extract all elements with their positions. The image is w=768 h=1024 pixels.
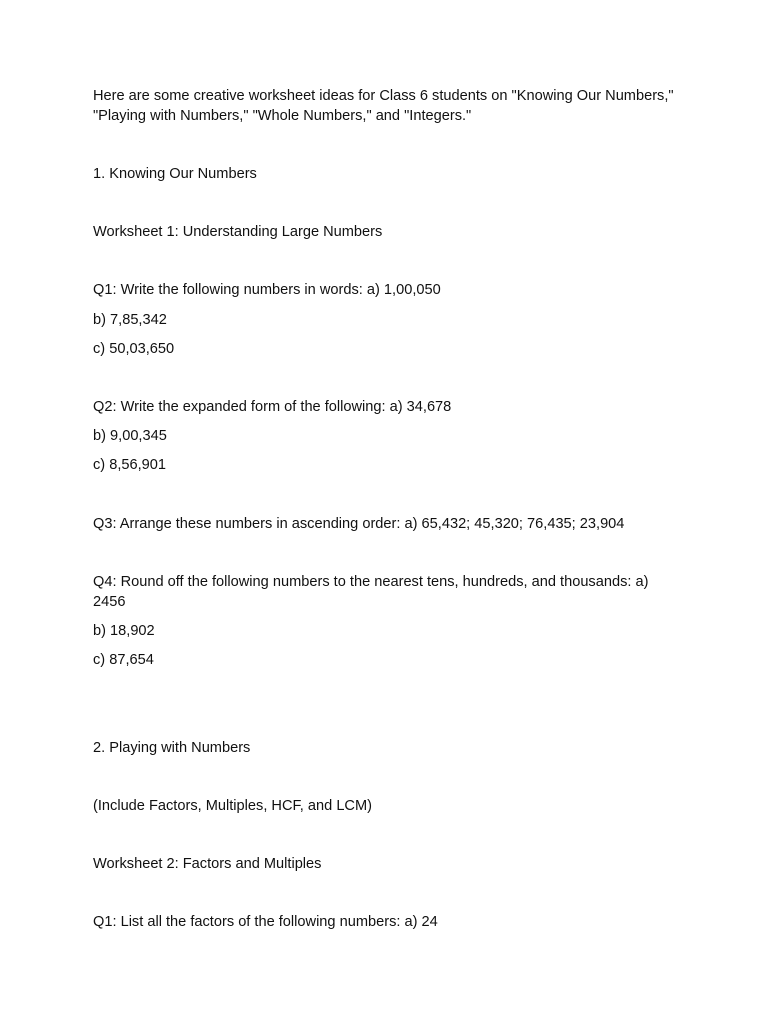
s2-q1-question: Q1: List all the factors of the following numbers: a) 24 [93, 914, 438, 930]
s1-q1-option-b: b) 7,85,342 [93, 312, 167, 328]
s1-q1-option-c: c) 50,03,650 [93, 341, 175, 357]
s1-q4-option-c: c) 87,654 [93, 652, 154, 668]
s1-q2-option-c: c) 8,56,901 [93, 457, 167, 473]
section-2-note: (Include Factors, Multiples, HCF, and LCM) [93, 798, 372, 814]
worksheet-2-title: Worksheet 2: Factors and Multiples [93, 856, 322, 872]
s1-q2-question: Q2: Write the expanded form of the following: a) 34,678 [93, 399, 452, 415]
s1-q2-option-b: b) 9,00,345 [93, 428, 167, 444]
s1-q3-question: Q3: Arrange these numbers in ascending order: a) 65,432; 45,320; 76,435; 23,904 [93, 516, 625, 532]
worksheet-1-title: Worksheet 1: Understanding Large Numbers [93, 224, 383, 240]
s1-q1-question: Q1: Write the following numbers in words: a) 1,00,050 [93, 282, 441, 298]
section-2-heading: 2. Playing with Numbers [93, 740, 251, 756]
s1-q4-option-b: b) 18,902 [93, 623, 155, 639]
s1-q4-question: Q4: Round off the following numbers to the nearest tens, hundreds, and thousands: a) 2456 [93, 574, 653, 610]
intro-paragraph: Here are some creative worksheet ideas for Class 6 students on "Knowing Our Numbers," "Playing with Numbers," "Whole Numbers," and "Integers." [93, 88, 678, 124]
section-1-heading: 1. Knowing Our Numbers [93, 166, 257, 182]
